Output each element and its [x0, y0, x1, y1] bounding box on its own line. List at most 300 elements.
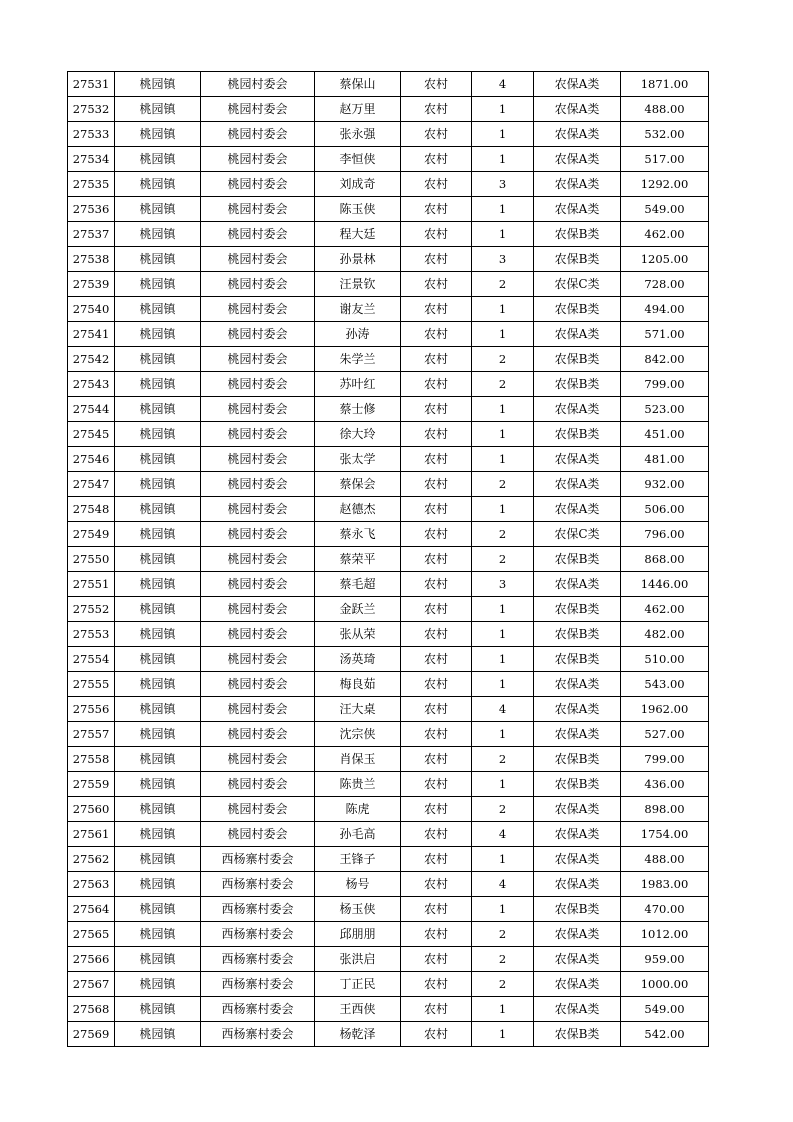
area-type-cell: 农村 — [401, 172, 472, 197]
household-count-cell: 1 — [472, 197, 534, 222]
village-committee-cell: 桃园村委会 — [201, 272, 315, 297]
household-count-cell: 2 — [472, 747, 534, 772]
insurance-category-cell: 农保A类 — [534, 197, 621, 222]
household-count-cell: 1 — [472, 672, 534, 697]
person-name-cell: 蔡荣平 — [315, 547, 401, 572]
township-cell: 桃园镇 — [115, 322, 201, 347]
table-row — [68, 922, 709, 947]
record-id-cell: 27555 — [68, 672, 115, 697]
area-type-cell: 农村 — [401, 247, 472, 272]
village-committee-cell: 桃园村委会 — [201, 122, 315, 147]
amount-cell: 842.00 — [621, 347, 709, 372]
roster-table — [67, 71, 709, 1047]
amount-cell: 1012.00 — [621, 922, 709, 947]
person-name-cell: 张洪启 — [315, 947, 401, 972]
table-row — [68, 347, 709, 372]
person-name-cell: 蔡永飞 — [315, 522, 401, 547]
amount-cell: 549.00 — [621, 997, 709, 1022]
township-cell: 桃园镇 — [115, 72, 201, 97]
insurance-category-cell: 农保A类 — [534, 172, 621, 197]
person-name-cell: 朱学兰 — [315, 347, 401, 372]
person-name-cell: 张永强 — [315, 122, 401, 147]
village-committee-cell: 西杨寨村委会 — [201, 1022, 315, 1047]
person-name-cell: 程大廷 — [315, 222, 401, 247]
table-row — [68, 847, 709, 872]
record-id-cell: 27564 — [68, 897, 115, 922]
household-count-cell: 1 — [472, 647, 534, 672]
village-committee-cell: 桃园村委会 — [201, 447, 315, 472]
record-id-cell: 27534 — [68, 147, 115, 172]
insurance-category-cell: 农保A类 — [534, 972, 621, 997]
village-committee-cell: 桃园村委会 — [201, 72, 315, 97]
person-name-cell: 杨号 — [315, 872, 401, 897]
amount-cell: 517.00 — [621, 147, 709, 172]
table-row — [68, 122, 709, 147]
village-committee-cell: 桃园村委会 — [201, 372, 315, 397]
record-id-cell: 27565 — [68, 922, 115, 947]
insurance-category-cell: 农保B类 — [534, 597, 621, 622]
area-type-cell: 农村 — [401, 347, 472, 372]
household-count-cell: 2 — [472, 922, 534, 947]
area-type-cell: 农村 — [401, 497, 472, 522]
table-row — [68, 722, 709, 747]
village-committee-cell: 桃园村委会 — [201, 597, 315, 622]
record-id-cell: 27544 — [68, 397, 115, 422]
amount-cell: 506.00 — [621, 497, 709, 522]
record-id-cell: 27542 — [68, 347, 115, 372]
table-row — [68, 322, 709, 347]
table-row — [68, 672, 709, 697]
person-name-cell: 赵万里 — [315, 97, 401, 122]
person-name-cell: 张从荣 — [315, 622, 401, 647]
person-name-cell: 蔡保会 — [315, 472, 401, 497]
record-id-cell: 27536 — [68, 197, 115, 222]
township-cell: 桃园镇 — [115, 997, 201, 1022]
person-name-cell: 赵德杰 — [315, 497, 401, 522]
person-name-cell: 徐大玲 — [315, 422, 401, 447]
area-type-cell: 农村 — [401, 122, 472, 147]
person-name-cell: 金跃兰 — [315, 597, 401, 622]
record-id-cell: 27537 — [68, 222, 115, 247]
amount-cell: 488.00 — [621, 97, 709, 122]
township-cell: 桃园镇 — [115, 497, 201, 522]
person-name-cell: 邱朋朋 — [315, 922, 401, 947]
table-row — [68, 472, 709, 497]
person-name-cell: 苏叶红 — [315, 372, 401, 397]
table-row — [68, 397, 709, 422]
record-id-cell: 27556 — [68, 697, 115, 722]
insurance-category-cell: 农保B类 — [534, 222, 621, 247]
person-name-cell: 孙毛高 — [315, 822, 401, 847]
record-id-cell: 27557 — [68, 722, 115, 747]
household-count-cell: 2 — [472, 372, 534, 397]
record-id-cell: 27550 — [68, 547, 115, 572]
table-row — [68, 697, 709, 722]
village-committee-cell: 桃园村委会 — [201, 522, 315, 547]
household-count-cell: 3 — [472, 247, 534, 272]
person-name-cell: 李恒侠 — [315, 147, 401, 172]
village-committee-cell: 桃园村委会 — [201, 197, 315, 222]
record-id-cell: 27558 — [68, 747, 115, 772]
area-type-cell: 农村 — [401, 897, 472, 922]
township-cell: 桃园镇 — [115, 347, 201, 372]
township-cell: 桃园镇 — [115, 97, 201, 122]
insurance-category-cell: 农保B类 — [534, 647, 621, 672]
area-type-cell: 农村 — [401, 372, 472, 397]
household-count-cell: 1 — [472, 222, 534, 247]
township-cell: 桃园镇 — [115, 122, 201, 147]
amount-cell: 932.00 — [621, 472, 709, 497]
table-row — [68, 297, 709, 322]
table-row — [68, 72, 709, 97]
insurance-category-cell: 农保A类 — [534, 872, 621, 897]
village-committee-cell: 西杨寨村委会 — [201, 972, 315, 997]
insurance-category-cell: 农保A类 — [534, 472, 621, 497]
township-cell: 桃园镇 — [115, 897, 201, 922]
person-name-cell: 孙涛 — [315, 322, 401, 347]
insurance-category-cell: 农保B类 — [534, 1022, 621, 1047]
record-id-cell: 27546 — [68, 447, 115, 472]
table-row — [68, 947, 709, 972]
person-name-cell: 谢友兰 — [315, 297, 401, 322]
insurance-category-cell: 农保B类 — [534, 347, 621, 372]
amount-cell: 523.00 — [621, 397, 709, 422]
household-count-cell: 1 — [472, 847, 534, 872]
household-count-cell: 4 — [472, 697, 534, 722]
township-cell: 桃园镇 — [115, 547, 201, 572]
table-row — [68, 572, 709, 597]
township-cell: 桃园镇 — [115, 572, 201, 597]
record-id-cell: 27540 — [68, 297, 115, 322]
area-type-cell: 农村 — [401, 197, 472, 222]
village-committee-cell: 西杨寨村委会 — [201, 947, 315, 972]
area-type-cell: 农村 — [401, 222, 472, 247]
household-count-cell: 4 — [472, 822, 534, 847]
person-name-cell: 杨乾泽 — [315, 1022, 401, 1047]
record-id-cell: 27549 — [68, 522, 115, 547]
person-name-cell: 丁正民 — [315, 972, 401, 997]
person-name-cell: 汤英琦 — [315, 647, 401, 672]
table-row — [68, 647, 709, 672]
insurance-category-cell: 农保A类 — [534, 322, 621, 347]
township-cell: 桃园镇 — [115, 822, 201, 847]
area-type-cell: 农村 — [401, 922, 472, 947]
township-cell: 桃园镇 — [115, 647, 201, 672]
insurance-category-cell: 农保B类 — [534, 747, 621, 772]
household-count-cell: 1 — [472, 297, 534, 322]
amount-cell: 549.00 — [621, 197, 709, 222]
person-name-cell: 刘成奇 — [315, 172, 401, 197]
amount-cell: 1292.00 — [621, 172, 709, 197]
area-type-cell: 农村 — [401, 97, 472, 122]
table-row — [68, 797, 709, 822]
area-type-cell: 农村 — [401, 397, 472, 422]
person-name-cell: 梅良茹 — [315, 672, 401, 697]
table-row — [68, 997, 709, 1022]
township-cell: 桃园镇 — [115, 847, 201, 872]
amount-cell: 799.00 — [621, 372, 709, 397]
insurance-category-cell: 农保B类 — [534, 247, 621, 272]
area-type-cell: 农村 — [401, 522, 472, 547]
record-id-cell: 27532 — [68, 97, 115, 122]
record-id-cell: 27559 — [68, 772, 115, 797]
village-committee-cell: 桃园村委会 — [201, 297, 315, 322]
record-id-cell: 27562 — [68, 847, 115, 872]
household-count-cell: 2 — [472, 272, 534, 297]
household-count-cell: 4 — [472, 872, 534, 897]
insurance-category-cell: 农保A类 — [534, 722, 621, 747]
amount-cell: 796.00 — [621, 522, 709, 547]
amount-cell: 462.00 — [621, 597, 709, 622]
township-cell: 桃园镇 — [115, 447, 201, 472]
amount-cell: 799.00 — [621, 747, 709, 772]
insurance-category-cell: 农保B类 — [534, 547, 621, 572]
household-count-cell: 2 — [472, 547, 534, 572]
household-count-cell: 2 — [472, 972, 534, 997]
township-cell: 桃园镇 — [115, 222, 201, 247]
area-type-cell: 农村 — [401, 272, 472, 297]
person-name-cell: 王西侠 — [315, 997, 401, 1022]
area-type-cell: 农村 — [401, 572, 472, 597]
amount-cell: 959.00 — [621, 947, 709, 972]
amount-cell: 482.00 — [621, 622, 709, 647]
household-count-cell: 1 — [472, 397, 534, 422]
amount-cell: 510.00 — [621, 647, 709, 672]
table-row — [68, 547, 709, 572]
area-type-cell: 农村 — [401, 697, 472, 722]
amount-cell: 1983.00 — [621, 872, 709, 897]
village-committee-cell: 桃园村委会 — [201, 772, 315, 797]
village-committee-cell: 桃园村委会 — [201, 822, 315, 847]
township-cell: 桃园镇 — [115, 147, 201, 172]
area-type-cell: 农村 — [401, 822, 472, 847]
area-type-cell: 农村 — [401, 672, 472, 697]
record-id-cell: 27553 — [68, 622, 115, 647]
table-row — [68, 897, 709, 922]
insurance-category-cell: 农保A类 — [534, 997, 621, 1022]
table-row — [68, 972, 709, 997]
amount-cell: 1754.00 — [621, 822, 709, 847]
area-type-cell: 农村 — [401, 547, 472, 572]
record-id-cell: 27567 — [68, 972, 115, 997]
amount-cell: 462.00 — [621, 222, 709, 247]
township-cell: 桃园镇 — [115, 797, 201, 822]
amount-cell: 451.00 — [621, 422, 709, 447]
household-count-cell: 1 — [472, 422, 534, 447]
area-type-cell: 农村 — [401, 722, 472, 747]
village-committee-cell: 桃园村委会 — [201, 397, 315, 422]
household-count-cell: 1 — [472, 97, 534, 122]
amount-cell: 542.00 — [621, 1022, 709, 1047]
table-row — [68, 222, 709, 247]
village-committee-cell: 西杨寨村委会 — [201, 997, 315, 1022]
amount-cell: 543.00 — [621, 672, 709, 697]
record-id-cell: 27535 — [68, 172, 115, 197]
household-count-cell: 2 — [472, 522, 534, 547]
table-row — [68, 747, 709, 772]
table-row — [68, 872, 709, 897]
person-name-cell: 陈玉侠 — [315, 197, 401, 222]
table-row — [68, 772, 709, 797]
township-cell: 桃园镇 — [115, 372, 201, 397]
insurance-category-cell: 农保A类 — [534, 497, 621, 522]
record-id-cell: 27547 — [68, 472, 115, 497]
township-cell: 桃园镇 — [115, 247, 201, 272]
household-count-cell: 2 — [472, 947, 534, 972]
record-id-cell: 27551 — [68, 572, 115, 597]
village-committee-cell: 桃园村委会 — [201, 672, 315, 697]
village-committee-cell: 桃园村委会 — [201, 97, 315, 122]
household-count-cell: 2 — [472, 472, 534, 497]
insurance-category-cell: 农保A类 — [534, 822, 621, 847]
record-id-cell: 27568 — [68, 997, 115, 1022]
insurance-category-cell: 农保A类 — [534, 72, 621, 97]
table-row — [68, 822, 709, 847]
insurance-category-cell: 农保B类 — [534, 422, 621, 447]
record-id-cell: 27569 — [68, 1022, 115, 1047]
village-committee-cell: 桃园村委会 — [201, 722, 315, 747]
village-committee-cell: 桃园村委会 — [201, 572, 315, 597]
village-committee-cell: 西杨寨村委会 — [201, 922, 315, 947]
insurance-category-cell: 农保A类 — [534, 947, 621, 972]
amount-cell: 571.00 — [621, 322, 709, 347]
table-row — [68, 1022, 709, 1047]
person-name-cell: 蔡士修 — [315, 397, 401, 422]
amount-cell: 1446.00 — [621, 572, 709, 597]
insurance-category-cell: 农保A类 — [534, 97, 621, 122]
amount-cell: 1000.00 — [621, 972, 709, 997]
record-id-cell: 27561 — [68, 822, 115, 847]
township-cell: 桃园镇 — [115, 622, 201, 647]
amount-cell: 494.00 — [621, 297, 709, 322]
amount-cell: 898.00 — [621, 797, 709, 822]
village-committee-cell: 桃园村委会 — [201, 347, 315, 372]
household-count-cell: 1 — [472, 147, 534, 172]
person-name-cell: 蔡毛超 — [315, 572, 401, 597]
record-id-cell: 27541 — [68, 322, 115, 347]
person-name-cell: 肖保玉 — [315, 747, 401, 772]
table-row — [68, 597, 709, 622]
amount-cell: 1205.00 — [621, 247, 709, 272]
area-type-cell: 农村 — [401, 447, 472, 472]
area-type-cell: 农村 — [401, 1022, 472, 1047]
area-type-cell: 农村 — [401, 872, 472, 897]
record-id-cell: 27552 — [68, 597, 115, 622]
township-cell: 桃园镇 — [115, 297, 201, 322]
table-row — [68, 97, 709, 122]
insurance-category-cell: 农保A类 — [534, 447, 621, 472]
table-row — [68, 622, 709, 647]
record-id-cell: 27533 — [68, 122, 115, 147]
household-count-cell: 1 — [472, 322, 534, 347]
area-type-cell: 农村 — [401, 72, 472, 97]
table-row — [68, 172, 709, 197]
person-name-cell: 孙景林 — [315, 247, 401, 272]
township-cell: 桃园镇 — [115, 522, 201, 547]
township-cell: 桃园镇 — [115, 597, 201, 622]
record-id-cell: 27539 — [68, 272, 115, 297]
amount-cell: 481.00 — [621, 447, 709, 472]
village-committee-cell: 桃园村委会 — [201, 222, 315, 247]
insurance-category-cell: 农保B类 — [534, 897, 621, 922]
amount-cell: 488.00 — [621, 847, 709, 872]
village-committee-cell: 桃园村委会 — [201, 697, 315, 722]
area-type-cell: 农村 — [401, 597, 472, 622]
township-cell: 桃园镇 — [115, 172, 201, 197]
village-committee-cell: 桃园村委会 — [201, 647, 315, 672]
village-committee-cell: 西杨寨村委会 — [201, 847, 315, 872]
record-id-cell: 27563 — [68, 872, 115, 897]
table-row — [68, 447, 709, 472]
insurance-category-cell: 农保A类 — [534, 397, 621, 422]
area-type-cell: 农村 — [401, 322, 472, 347]
household-count-cell: 2 — [472, 797, 534, 822]
township-cell: 桃园镇 — [115, 397, 201, 422]
record-id-cell: 27538 — [68, 247, 115, 272]
insurance-category-cell: 农保A类 — [534, 922, 621, 947]
record-id-cell: 27548 — [68, 497, 115, 522]
area-type-cell: 农村 — [401, 297, 472, 322]
record-id-cell: 27560 — [68, 797, 115, 822]
area-type-cell: 农村 — [401, 422, 472, 447]
person-name-cell: 汪大桌 — [315, 697, 401, 722]
table-row — [68, 247, 709, 272]
person-name-cell: 杨玉侠 — [315, 897, 401, 922]
area-type-cell: 农村 — [401, 147, 472, 172]
household-count-cell: 1 — [472, 722, 534, 747]
village-committee-cell: 桃园村委会 — [201, 497, 315, 522]
insurance-category-cell: 农保A类 — [534, 697, 621, 722]
table-row — [68, 272, 709, 297]
person-name-cell: 王锋子 — [315, 847, 401, 872]
table-row — [68, 147, 709, 172]
area-type-cell: 农村 — [401, 472, 472, 497]
amount-cell: 436.00 — [621, 772, 709, 797]
household-count-cell: 1 — [472, 772, 534, 797]
table-body — [68, 72, 709, 1047]
insurance-category-cell: 农保B类 — [534, 772, 621, 797]
area-type-cell: 农村 — [401, 622, 472, 647]
insurance-category-cell: 农保A类 — [534, 847, 621, 872]
village-committee-cell: 西杨寨村委会 — [201, 872, 315, 897]
village-committee-cell: 桃园村委会 — [201, 147, 315, 172]
township-cell: 桃园镇 — [115, 872, 201, 897]
village-committee-cell: 桃园村委会 — [201, 547, 315, 572]
person-name-cell: 陈虎 — [315, 797, 401, 822]
area-type-cell: 农村 — [401, 997, 472, 1022]
township-cell: 桃园镇 — [115, 472, 201, 497]
household-count-cell: 3 — [472, 572, 534, 597]
area-type-cell: 农村 — [401, 847, 472, 872]
table-row — [68, 372, 709, 397]
person-name-cell: 张太学 — [315, 447, 401, 472]
amount-cell: 1962.00 — [621, 697, 709, 722]
table-row — [68, 422, 709, 447]
insurance-category-cell: 农保A类 — [534, 122, 621, 147]
person-name-cell: 蔡保山 — [315, 72, 401, 97]
area-type-cell: 农村 — [401, 647, 472, 672]
township-cell: 桃园镇 — [115, 772, 201, 797]
township-cell: 桃园镇 — [115, 922, 201, 947]
insurance-category-cell: 农保C类 — [534, 522, 621, 547]
record-id-cell: 27531 — [68, 72, 115, 97]
household-count-cell: 1 — [472, 622, 534, 647]
amount-cell: 527.00 — [621, 722, 709, 747]
table-row — [68, 197, 709, 222]
area-type-cell: 农村 — [401, 797, 472, 822]
village-committee-cell: 西杨寨村委会 — [201, 897, 315, 922]
amount-cell: 728.00 — [621, 272, 709, 297]
